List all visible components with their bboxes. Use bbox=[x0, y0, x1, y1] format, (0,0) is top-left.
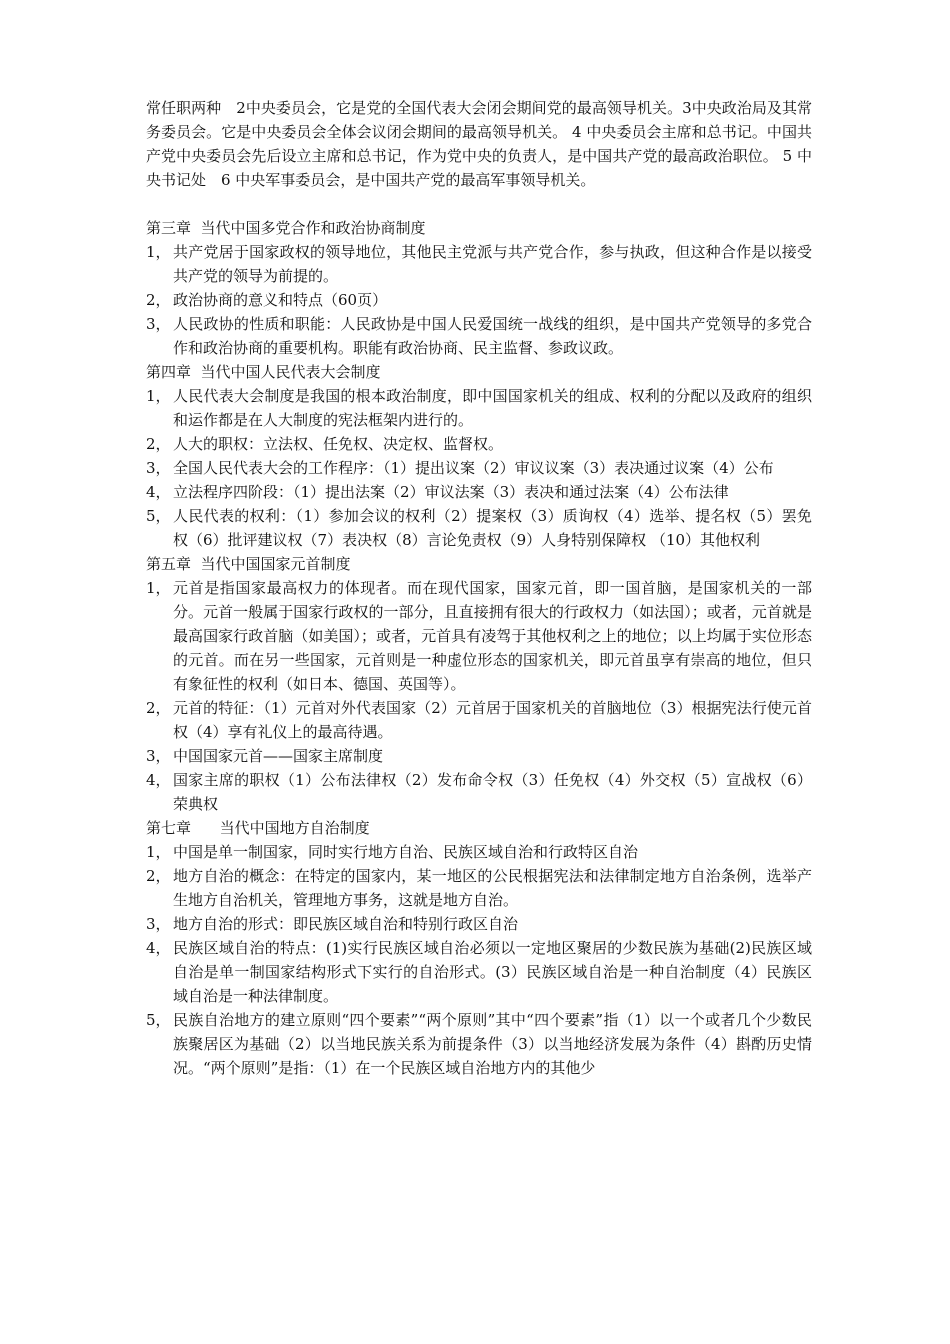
blank-line bbox=[146, 192, 812, 216]
item-number: 3， bbox=[146, 915, 171, 933]
chapter-heading: 第四章 当代中国人民代表大会制度 bbox=[146, 363, 381, 381]
item-text: 民族自治地方的建立原则“四个要素”“两个原则”其中“四个要素”指（1）以一个或者几个少数民族聚居区为基础（2）以当地民族关系为前提条件（3）以当地经济发展为条件（4）斟酌历史情况。“两个原则”是指：（1）在一个民族区域自治地方内的其他少 bbox=[173, 1011, 812, 1077]
chapter-5-section bbox=[146, 552, 812, 816]
item-text: 人民政协的性质和职能：人民政协是中国人民爱国统一战线的组织，是中国共产党领导的多党合作和政治协商的重要机构。职能有政治协商、民主监督、参政议政。 bbox=[173, 315, 812, 357]
item-text: 人大的职权：立法权、任免权、决定权、监督权。 bbox=[173, 435, 504, 453]
item-number: 1， bbox=[146, 387, 171, 405]
item-number: 2， bbox=[146, 291, 171, 309]
list-item bbox=[146, 240, 812, 288]
item-text: 民族区域自治的特点：(1)实行民族区域自治必须以一定地区聚居的少数民族为基础(2)民族区域自治是单一制国家结构形式下实行的自治形式。(3）民族区域自治是一种自治制度（4）民族区域自治是一种法律制度。 bbox=[173, 939, 812, 1005]
list-item bbox=[146, 1008, 812, 1080]
list-item bbox=[146, 912, 812, 936]
list-item bbox=[146, 456, 812, 480]
item-text: 中国国家元首——国家主席制度 bbox=[173, 747, 384, 765]
list-item bbox=[146, 696, 812, 744]
item-text: 地方自治的形式：即民族区域自治和特别行政区自治 bbox=[173, 915, 519, 933]
item-number: 3， bbox=[146, 459, 171, 477]
item-text: 全国人民代表大会的工作程序：（1）提出议案（2）审议议案（3）表决通过议案（4）公布 bbox=[173, 459, 774, 477]
item-text: 人民代表的权利：（1）参加会议的权利（2）提案权（3）质询权（4）选举、提名权（5）罢免权（6）批评建议权（7）表决权（8）言论免责权（9）人身特别保障权 （10）其他权利 bbox=[173, 507, 812, 549]
list-item bbox=[146, 576, 812, 696]
item-number: 1， bbox=[146, 843, 171, 861]
intro-paragraph: 常任职两种 2中央委员会，它是党的全国代表大会闭会期间党的最高领导机关。3中央政治局及其常务委员会。它是中央委员会全体会议闭会期间的最高领导机关。 4 中央委员会主席和总书记。中国共产党中央委员会先后设立主席和总书记，作为党中央的负责人，是中国共产党的最高政治职位。 5 中央书记处 6 中央军事委员会，是中国共产党的最高军事领导机关。 bbox=[146, 99, 812, 189]
list-item bbox=[146, 744, 812, 768]
item-number: 5， bbox=[146, 1011, 171, 1029]
list-item bbox=[146, 312, 812, 360]
list-item bbox=[146, 480, 812, 504]
item-text: 地方自治的概念：在特定的国家内，某一地区的公民根据宪法和法律制定地方自治条例，选举产生地方自治机关，管理地方事务，这就是地方自治。 bbox=[173, 867, 812, 909]
chapter-item-list bbox=[146, 384, 812, 552]
item-text: 元首的特征：（1）元首对外代表国家（2）元首居于国家机关的首脑地位（3）根据宪法行使元首权（4）享有礼仪上的最高待遇。 bbox=[173, 699, 812, 741]
list-item bbox=[146, 864, 812, 912]
item-number: 4， bbox=[146, 939, 171, 957]
item-number: 4， bbox=[146, 483, 171, 501]
item-text: 人民代表大会制度是我国的根本政治制度，即中国国家机关的组成、权利的分配以及政府的组织和运作都是在人大制度的宪法框架内进行的。 bbox=[173, 387, 812, 429]
item-number: 3， bbox=[146, 747, 171, 765]
item-text: 中国是单一制国家，同时实行地方自治、民族区域自治和行政特区自治 bbox=[173, 843, 639, 861]
list-item bbox=[146, 288, 812, 312]
chapter-heading: 第三章 当代中国多党合作和政治协商制度 bbox=[146, 219, 426, 237]
chapter-item-list bbox=[146, 240, 812, 360]
item-number: 2， bbox=[146, 699, 171, 717]
item-number: 4， bbox=[146, 771, 171, 789]
chapter-heading: 第五章 当代中国国家元首制度 bbox=[146, 555, 351, 573]
item-number: 2， bbox=[146, 435, 171, 453]
item-number: 2， bbox=[146, 867, 171, 885]
item-number: 5， bbox=[146, 507, 171, 525]
list-item bbox=[146, 504, 812, 552]
item-number: 3， bbox=[146, 315, 171, 333]
item-text: 共产党居于国家政权的领导地位，其他民主党派与共产党合作，参与执政，但这种合作是以接受共产党的领导为前提的。 bbox=[173, 243, 812, 285]
item-text: 元首是指国家最高权力的体现者。而在现代国家，国家元首，即一国首脑，是国家机关的一部分。元首一般属于国家行政权的一部分，且直接拥有很大的行政权力（如法国）；或者，元首就是最高国家行政首脑（如美国）；或者，元首具有凌驾于其他权利之上的地位；以上均属于实位形态的元首。而在另一些国家，元首则是一种虚位形态的国家机关，即元首虽享有崇高的地位，但只有象征性的权利（如日本、德国、英国等）。 bbox=[173, 579, 812, 693]
item-text: 国家主席的职权（1）公布法律权（2）发布命令权（3）任免权（4）外交权（5）宣战权（6）荣典权 bbox=[173, 771, 812, 813]
chapter-3-section bbox=[146, 216, 812, 360]
chapter-item-list bbox=[146, 576, 812, 816]
list-item bbox=[146, 432, 812, 456]
item-text: 政治协商的意义和特点（60页） bbox=[173, 291, 388, 309]
item-text: 立法程序四阶段：（1）提出法案（2）审议法案（3）表决和通过法案（4）公布法律 bbox=[173, 483, 729, 501]
chapter-heading: 第七章 当代中国地方自治制度 bbox=[146, 819, 370, 837]
list-item bbox=[146, 768, 812, 816]
document-body bbox=[146, 96, 812, 1080]
chapter-7-section bbox=[146, 816, 812, 1080]
chapter-4-section bbox=[146, 360, 812, 552]
chapter-item-list bbox=[146, 840, 812, 1080]
item-number: 1， bbox=[146, 579, 171, 597]
list-item bbox=[146, 384, 812, 432]
list-item bbox=[146, 840, 812, 864]
item-number: 1， bbox=[146, 243, 171, 261]
list-item bbox=[146, 936, 812, 1008]
